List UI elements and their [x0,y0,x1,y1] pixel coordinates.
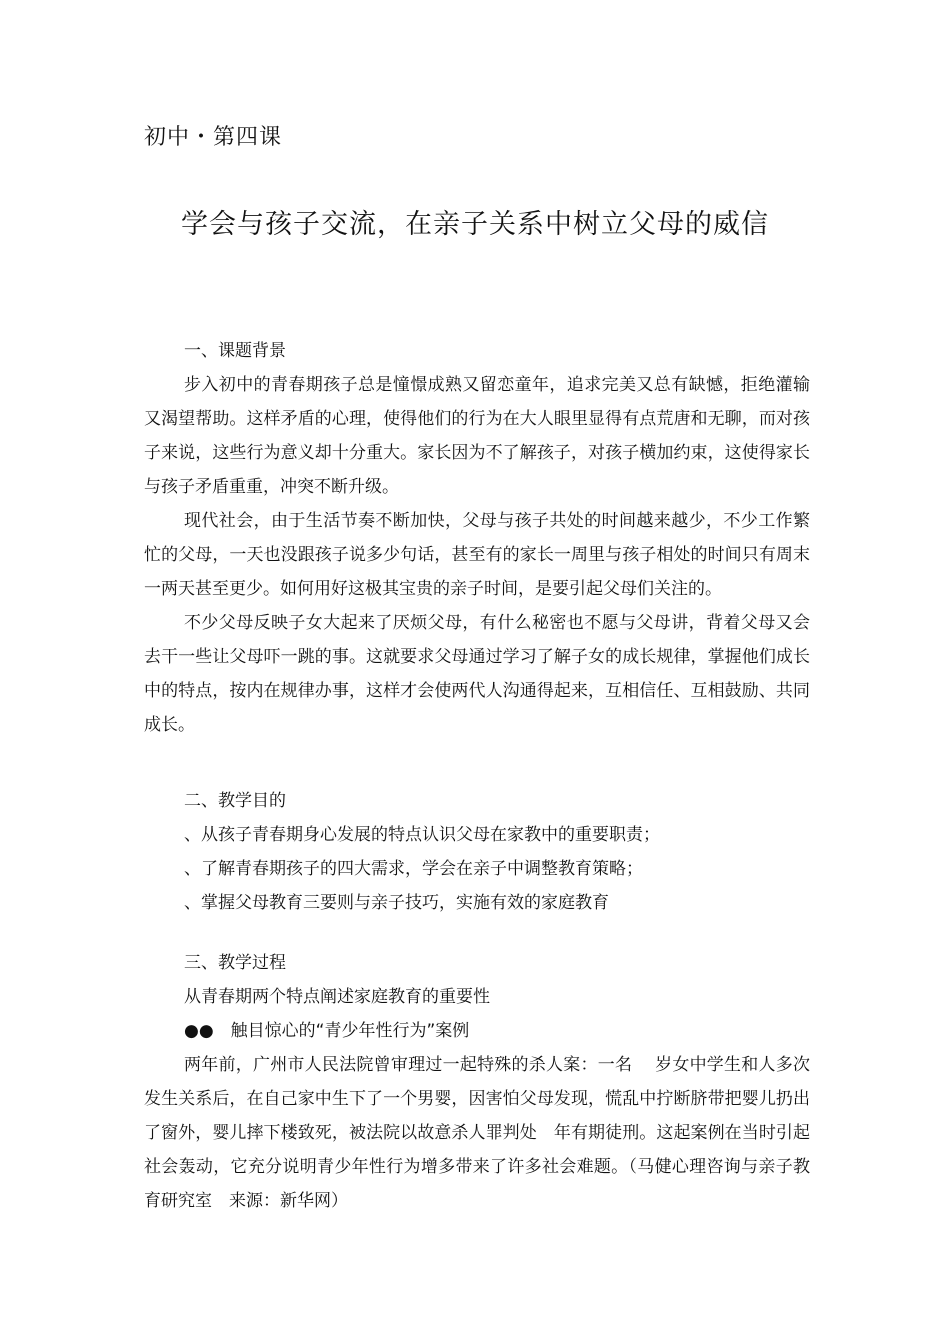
paragraph: 步入初中的青春期孩子总是憧憬成熟又留恋童年，追求完美又总有缺憾，拒绝灌输又渴望帮助。这样矛盾的心理，使得他们的行为在大人眼里显得有点荒唐和无聊，而对孩子来说，这些行为意义却十分重大。家长因为不了解孩子，对孩子横加约束，这使得家长与孩子矛盾重重，冲突不断升级。 [144,375,810,497]
section-background [144,334,810,742]
section-heading: 三、教学过程 [184,953,286,973]
case-paragraph: 两年前，广州市人民法院曾审理过一起特殊的杀人案：一名 岁女中学生和人多次发生关系后，在自己家中生下了一个男婴，因害怕父母发现，慌乱中拧断脐带把婴儿扔出了窗外，婴儿摔下楼致死，被法院以故意杀人罪判处 年有期徒刑。这起案例在当时引起社会轰动，它充分说明青少年性行为增多带来了许多社会难题。（马健心理咨询与亲子教育研究室 来源：新华网） [144,1055,810,1211]
list-item: 、从孩子青春期身心发展的特点认识父母在家教中的重要职责； [184,825,660,845]
lesson-title: 学会与孩子交流，在亲子关系中树立父母的威信 [181,209,769,240]
paragraph: 现代社会，由于生活节奏不断加快，父母与孩子共处的时间越来越少，不少工作繁忙的父母，一天也没跟孩子说多少句话，甚至有的家长一周里与孩子相处的时间只有周末一两天甚至更少。如何用好这极其宝贵的亲子时间，是要引起父母们关注的。 [144,511,810,599]
lesson-header: 初中・第四课 [144,125,283,150]
section-heading: 二、教学目的 [184,791,286,811]
section-objectives [144,784,810,920]
list-item: 、了解青春期孩子的四大需求，学会在亲子中调整教育策略； [184,859,643,879]
section-heading: 一、课题背景 [184,341,286,361]
list-item: 、掌握父母教育三要则与亲子技巧，实施有效的家庭教育 [184,893,609,913]
section-subheading: 从青春期两个特点阐述家庭教育的重要性 [184,987,490,1007]
paragraph: 不少父母反映子女大起来了厌烦父母，有什么秘密也不愿与父母讲，背着父母又会去干一些让父母吓一跳的事。这就要求父母通过学习了解子女的成长规律，掌握他们成长中的特点，按内在规律办事，这样才会使两代人沟通得起来，互相信任、互相鼓励、共同成长。 [144,613,810,735]
section-process [144,946,810,1218]
case-heading: ●● 触目惊心的“青少年性行为”案例 [184,1021,470,1041]
